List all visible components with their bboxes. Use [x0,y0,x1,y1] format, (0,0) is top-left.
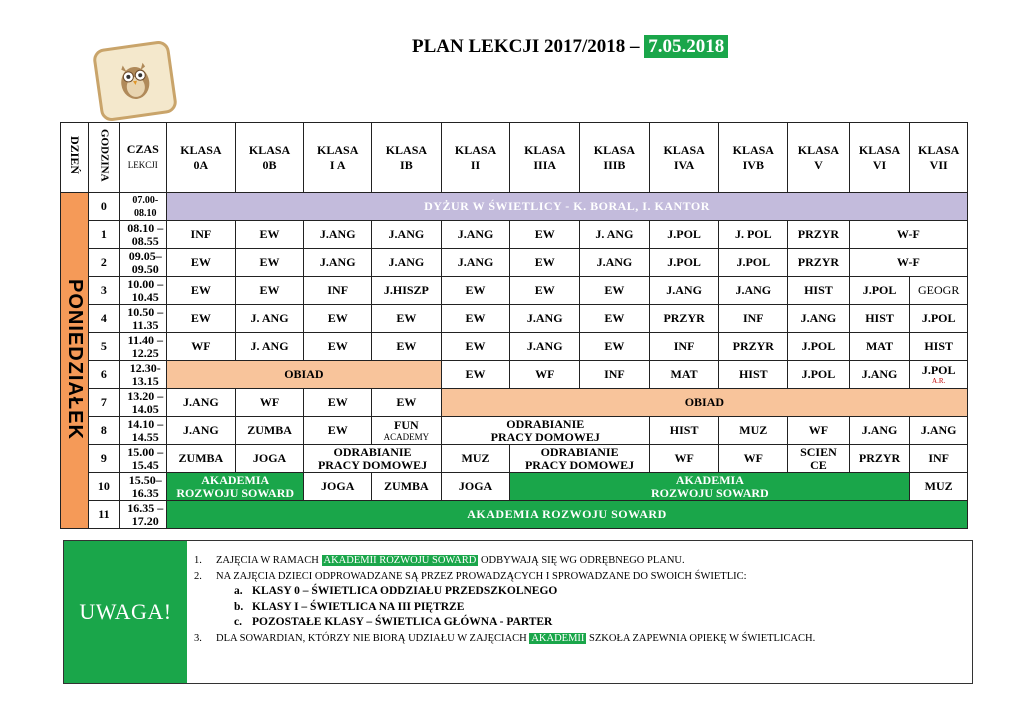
lesson-cell: INF [304,277,372,305]
notes-label: UWAGA! [64,541,187,683]
academy-block: AKADEMIA ROZWOJU SOWARD [167,473,304,501]
lesson-cell: EW [372,389,442,417]
lesson-cell: INF [649,333,719,361]
lesson-time: 09.05– 09.50 [119,249,166,277]
lesson-time: 07.00- 08.10 [119,193,166,221]
lesson-cell: J.ANG [372,221,442,249]
lesson-cell: HIST [719,361,788,389]
lesson-number: 6 [89,361,119,389]
lunch-block: OBIAD [441,389,967,417]
lesson-cell: EW [304,305,372,333]
header-class-ib: KLASA IB [372,123,442,193]
lesson-cell: J. ANG [580,221,650,249]
lesson-number: 10 [89,473,119,501]
lesson-cell: J.POL A.R. [910,361,968,389]
header-class-ivb: KLASA IVB [719,123,788,193]
lesson-cell: INF [910,445,968,473]
lesson-cell: J.ANG [649,277,719,305]
lesson-time: 14.10 – 14.55 [119,417,166,445]
lesson-cell: HIST [649,417,719,445]
header-class-iiib: KLASA IIIB [580,123,650,193]
lesson-cell: MAT [849,333,910,361]
duty-banner: DYŻUR W ŚWIETLICY - K. BORAL, I. KANTOR [167,193,968,221]
homework-block: ODRABIANIE PRACY DOMOWEJ [441,417,649,445]
lesson-time: 13.20 – 14.05 [119,389,166,417]
header-day: DZIEŃ [61,123,89,193]
lesson-cell: J.ANG [580,249,650,277]
lesson-cell: EW [510,221,580,249]
lesson-cell: EW [441,277,510,305]
lesson-cell: MAT [649,361,719,389]
lesson-cell: EW [510,277,580,305]
lesson-cell-merged: W-F [849,221,967,249]
lesson-number: 0 [89,193,119,221]
header-row [61,123,968,193]
lesson-cell: JOGA [235,445,304,473]
lesson-note: A.R. [932,377,946,385]
lesson-cell: HIST [910,333,968,361]
lesson-cell: GEOGR [910,277,968,305]
lesson-cell: EW [167,249,236,277]
lesson-number: 1 [89,221,119,249]
header-class-vii: KLASA VII [910,123,968,193]
lesson-cell: HIST [788,277,850,305]
academy-logo [88,40,182,122]
table-row [61,249,968,277]
lesson-cell: J.ANG [441,221,510,249]
lesson-time: 15.50– 16.35 [119,473,166,501]
lesson-time: 11.40 – 12.25 [119,333,166,361]
lesson-cell: MUZ [910,473,968,501]
lesson-cell: ZUMBA [235,417,304,445]
title-date: 7.05.2018 [644,35,728,58]
lesson-cell: INF [167,221,236,249]
table-row [61,389,968,417]
lesson-cell: J. ANG [235,333,304,361]
academy-block: AKADEMIA ROZWOJU SOWARD [510,473,910,501]
table-row [61,473,968,501]
lesson-cell: J.ANG [304,221,372,249]
lesson-cell: J.POL [649,221,719,249]
lesson-cell: SCIEN CE [788,445,850,473]
lesson-cell: J.HISZP [372,277,442,305]
academy-banner: AKADEMIA ROZWOJU SOWARD [167,501,968,529]
lesson-cell: EW [580,333,650,361]
lesson-cell: HIST [849,305,910,333]
header-class-vi: KLASA VI [849,123,910,193]
lesson-cell: J.ANG [788,305,850,333]
table-row [61,445,968,473]
note-subitem: a. KLASY 0 – ŚWIETLICA ODDZIAŁU PRZEDSZKOLNEGO [234,585,558,597]
lesson-cell: WF [167,333,236,361]
lesson-number: 2 [89,249,119,277]
lunch-block: OBIAD [167,361,442,389]
notes-box [63,540,973,684]
lesson-cell: WF [788,417,850,445]
table-row [61,501,968,529]
lesson-cell: EW [167,305,236,333]
lesson-cell: J.ANG [304,249,372,277]
lesson-cell: J.ANG [167,417,236,445]
lesson-cell: J.ANG [849,361,910,389]
lesson-cell: EW [441,305,510,333]
header-class-iva: KLASA IVA [649,123,719,193]
page-title [412,36,728,58]
lesson-time: 12.30- 13.15 [119,361,166,389]
lesson-number: 8 [89,417,119,445]
table-row [61,417,968,445]
lesson-time: 10.50 – 11.35 [119,305,166,333]
header-class-0a: KLASA 0A [167,123,236,193]
note-item: 2. NA ZAJĘCIA DZIECI ODPROWADZANE SĄ PRZEZ PROWADZĄCYCH I SPROWADZANE DO SWOICH ŚWIETLIC: [194,570,747,582]
lesson-number: 11 [89,501,119,529]
lesson-cell: JOGA [441,473,510,501]
table-row [61,361,968,389]
table-row [61,221,968,249]
lesson-cell: J.ANG [849,417,910,445]
lesson-cell: FUN ACADEMY [372,417,442,445]
lesson-cell: J.ANG [910,417,968,445]
lesson-time: 15.00 – 15.45 [119,445,166,473]
lesson-time: 10.00 – 10.45 [119,277,166,305]
title-text: PLAN LEKCJI 2017/2018 – [412,36,640,57]
lesson-number: 9 [89,445,119,473]
day-label: PONIEDZIAŁEK [61,193,89,529]
lesson-cell: EW [235,221,304,249]
note-item: 3. DLA SOWARDIAN, KTÓRZY NIE BIORĄ UDZIAŁU W ZAJĘCIACH AKADEMII SZKOŁA ZAPEWNIA OPIEKĘ W ŚWIETLICACH. [194,632,816,644]
lesson-cell: EW [304,333,372,361]
table-row [61,305,968,333]
lesson-cell: J.ANG [510,333,580,361]
lesson-cell: EW [235,277,304,305]
lesson-cell: PRZYR [649,305,719,333]
lesson-cell: J.ANG [719,277,788,305]
lesson-cell: EW [510,249,580,277]
homework-block: ODRABIANIE PRACY DOMOWEJ [304,445,441,473]
header-class-ii: KLASA II [441,123,510,193]
lesson-cell: INF [580,361,650,389]
header-time: CZAS LEKCJI [119,123,166,193]
lesson-cell: EW [372,333,442,361]
lesson-cell: MUZ [719,417,788,445]
header-class-ia: KLASA I A [304,123,372,193]
lesson-cell: INF [719,305,788,333]
lesson-cell: PRZYR [719,333,788,361]
lesson-cell: EW [580,277,650,305]
table-row [61,277,968,305]
lesson-cell: WF [235,389,304,417]
lesson-cell: ZUMBA [372,473,442,501]
lesson-cell: MUZ [441,445,510,473]
table-row [61,333,968,361]
header-class-iiia: KLASA IIIA [510,123,580,193]
lesson-cell: J. ANG [235,305,304,333]
lesson-cell: WF [510,361,580,389]
lesson-cell: PRZYR [788,249,850,277]
lesson-cell: EW [167,277,236,305]
header-class-0b: KLASA 0B [235,123,304,193]
lesson-cell: J.POL [788,361,850,389]
header-class-v: KLASA V [788,123,850,193]
lesson-cell: EW [304,417,372,445]
lesson-cell: J. POL [719,221,788,249]
lesson-cell: J.POL [910,305,968,333]
note-item: 1. ZAJĘCIA W RAMACH AKADEMII ROZWOJU SOWARD ODBYWAJĄ SIĘ WG ODRĘBNEGO PLANU. [194,555,685,566]
lesson-cell: WF [719,445,788,473]
lesson-cell: J.POL [788,333,850,361]
table-row [61,193,968,221]
lesson-cell: WF [649,445,719,473]
lesson-cell: ZUMBA [167,445,236,473]
timetable [60,122,968,529]
lesson-cell: J.POL [719,249,788,277]
lesson-cell: EW [235,249,304,277]
lesson-cell: PRZYR [788,221,850,249]
header-hour: GODZINA [89,123,119,193]
lesson-cell: J.ANG [372,249,442,277]
lesson-cell: J.ANG [510,305,580,333]
lesson-cell: J.ANG [167,389,236,417]
lesson-cell: J.POL [649,249,719,277]
lesson-cell: J.ANG [441,249,510,277]
note-subitem: c. POZOSTAŁE KLASY – ŚWIETLICA GŁÓWNA - PARTER [234,616,553,628]
lesson-cell: EW [304,389,372,417]
lesson-cell: JOGA [304,473,372,501]
lesson-cell: EW [372,305,442,333]
lesson-number: 7 [89,389,119,417]
lesson-time: 16.35 – 17.20 [119,501,166,529]
note-subitem: b. KLASY I – ŚWIETLICA NA III PIĘTRZE [234,600,465,613]
lesson-cell: EW [580,305,650,333]
lesson-cell: EW [441,361,510,389]
lesson-number: 5 [89,333,119,361]
lesson-cell: J.POL [849,277,910,305]
lesson-cell: EW [441,333,510,361]
lesson-time: 08.10 – 08.55 [119,221,166,249]
lesson-number: 3 [89,277,119,305]
lesson-cell-merged: W-F [849,249,967,277]
notes-list [194,553,964,646]
lesson-number: 4 [89,305,119,333]
lesson-cell: PRZYR [849,445,910,473]
homework-block: ODRABIANIE PRACY DOMOWEJ [510,445,649,473]
